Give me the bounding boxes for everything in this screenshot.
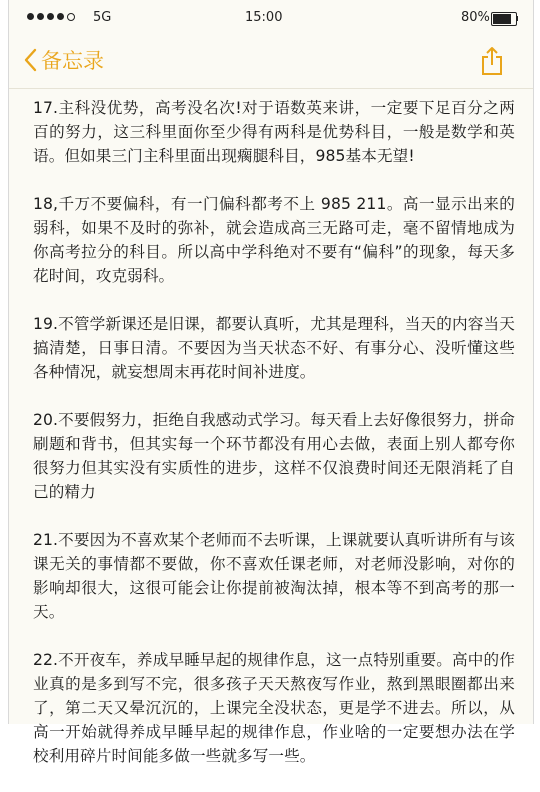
note-paragraph: 21.不要因为不喜欢某个老师而不去听课，上课就要认真听讲所有与该课无关的事情都不要做，你不喜欢任课老师，对老师没影响，对你的影响却很大，这很可能会让你提前被淘汰掉，根本等不到高考的那一天。 [33,531,515,621]
network-type: 5G [93,10,112,25]
signal-dot-empty [67,13,75,21]
share-icon [479,46,505,76]
navigation-bar [9,36,533,89]
back-label: 备忘录 [41,49,104,73]
battery-icon [491,12,517,26]
note-paragraph: 20.不要假努力，拒绝自我感动式学习。每天看上去好像很努力，拼命刷题和背书，但其实每一个环节都没有用心去做，表面上别人都夸你很努力但其实没有实质性的进步，这样不仅浪费时间还无限消耗了自己的精力 [33,411,515,501]
clock: 15:00 [245,10,283,25]
share-button[interactable] [479,46,505,76]
note-paragraph: 17.主科没优势，高考没名次!对于语数英来讲，一定要下足百分之两百的努力，这三科里面你至少得有两科是优势科目，一般是数学和英语。但如果三门主科里面出现瘸腿科目，985基本无望! [33,99,515,165]
note-paragraph: 18,千万不要偏科，有一门偏科都考不上 985 211。高一显示出来的弱科，如果不及时的弥补，就会造成高三无路可走，毫不留情地成为你高考拉分的科目。所以高中学科绝对不要有“偏科”的现象，每天多花时间，攻克弱科。 [33,195,515,285]
note-body[interactable] [33,96,515,792]
note-paragraph: 19.不管学新课还是旧课，都要认真听，尤其是理科，当天的内容当天搞清楚，日事日清。不要因为当天状态不好、有事分心、没听懂这些各种情况，就妄想周末再花时间补进度。 [33,315,515,381]
status-bar [9,0,533,36]
chevron-left-icon [23,48,37,72]
note-paragraph: 22.不开夜车，养成早睡早起的规律作息，这一点特别重要。高中的作业真的是多到写不完，很多孩子天天熬夜写作业，熬到黑眼圈都出来了，第二天又晕沉沉的，上课完全没状态，更是学不进去。所以，从高一开始就得养成早睡早起的规律作息，作业啥的一定要想办法在学校利用碎片时间能多做一些就多写一些。 [33,651,515,765]
battery-percentage: 80% [461,10,490,25]
battery-level [493,14,511,24]
signal-dot [37,13,44,20]
signal-strength-icon [27,13,75,21]
battery-tip [516,16,518,21]
back-button[interactable] [23,46,104,74]
signal-dot [57,13,64,20]
notes-screen [8,0,534,765]
signal-dot [47,13,54,20]
signal-dot [27,13,34,20]
